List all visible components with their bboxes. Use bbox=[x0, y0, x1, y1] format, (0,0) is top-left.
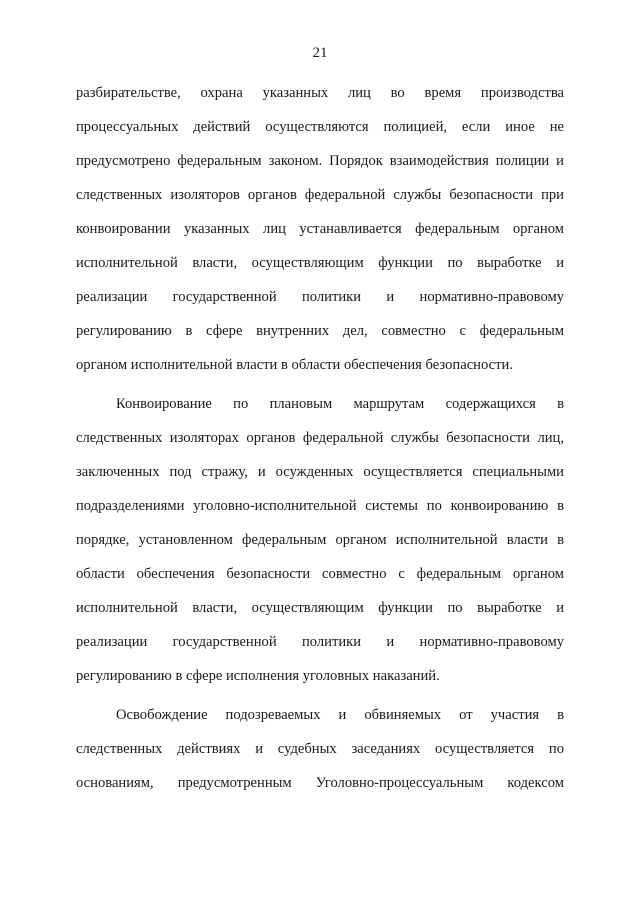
text-line: основаниям, предусмотренным Уголовно-процессуальным кодексом bbox=[76, 775, 564, 791]
text-line: подразделениями уголовно-исполнительной системы по конвоированию в bbox=[76, 498, 564, 514]
text-line: регулированию в сфере исполнения уголовных наказаний. bbox=[76, 668, 440, 684]
text-line: предусмотрено федеральным законом. Порядок взаимодействия полиции и bbox=[76, 153, 564, 169]
text-line: регулированию в сфере внутренних дел, совместно с федеральным bbox=[76, 323, 564, 339]
text-line: процессуальных действий осуществляются полицией, если иное не bbox=[76, 119, 564, 135]
text-line: следственных изоляторов органов федеральной службы безопасности при bbox=[76, 187, 564, 203]
text-line: области обеспечения безопасности совместно с федеральным органом bbox=[76, 566, 564, 582]
text-line: реализации государственной политики и нормативно-правовому bbox=[76, 289, 564, 305]
text-line: исполнительной власти, осуществляющим функции по выработке и bbox=[76, 600, 564, 616]
paragraph-first-line: Освобождение подозреваемых и обвиняемых от участия в bbox=[116, 707, 564, 723]
text-line: исполнительной власти, осуществляющим функции по выработке и bbox=[76, 255, 564, 271]
paragraph-first-line: Конвоирование по плановым маршрутам содержащихся в bbox=[116, 396, 564, 412]
text-line: реализации государственной политики и нормативно-правовому bbox=[76, 634, 564, 650]
text-line: следственных действиях и судебных заседаниях осуществляется по bbox=[76, 741, 564, 757]
text-line: конвоировании указанных лиц устанавливается федеральным органом bbox=[76, 221, 564, 237]
text-line: заключенных под стражу, и осужденных осуществляется специальными bbox=[76, 464, 564, 480]
text-line: следственных изоляторах органов федеральной службы безопасности лиц, bbox=[76, 430, 564, 446]
text-line: порядке, установленном федеральным органом исполнительной власти в bbox=[76, 532, 564, 548]
text-line: разбирательстве, охрана указанных лиц во время производства bbox=[76, 85, 564, 101]
text-line: органом исполнительной власти в области обеспечения безопасности. bbox=[76, 357, 513, 373]
page-number: 21 bbox=[312, 45, 328, 61]
